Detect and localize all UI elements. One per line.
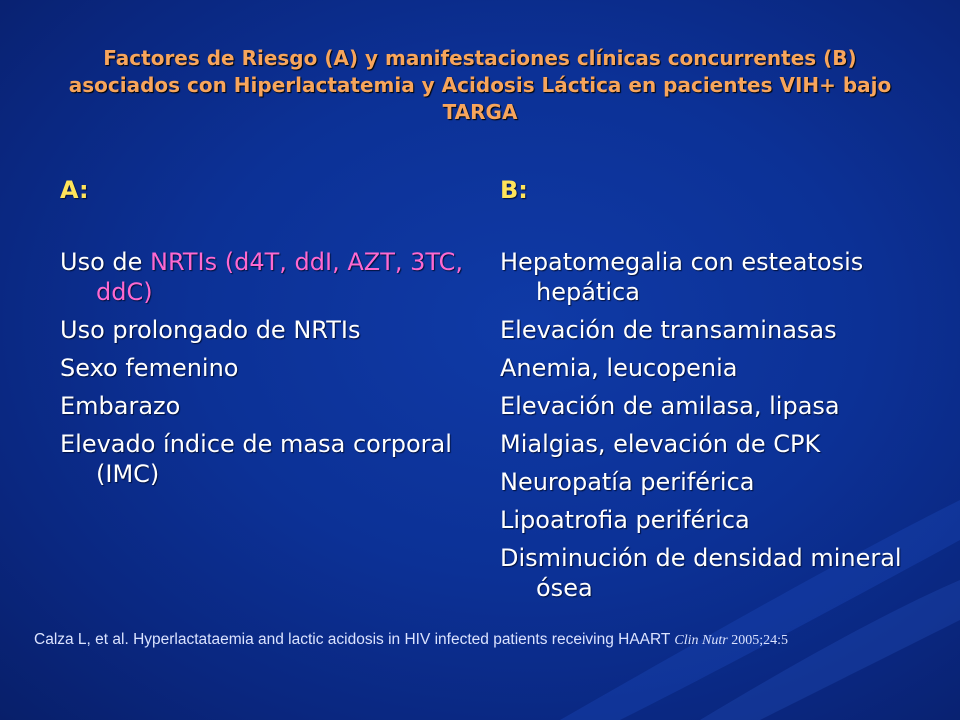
list-item: Anemia, leucopenia xyxy=(500,354,738,382)
list-item: Elevación de amilasa, lipasa xyxy=(500,392,840,420)
list-item: Lipoatrofia periférica xyxy=(500,506,750,534)
list-item xyxy=(60,247,480,307)
citation-text: Calza L, et al. Hyperlactataemia and lactic acidosis in HIV infected patients receiving HAART xyxy=(34,631,671,648)
column-clinical-manifestations xyxy=(500,175,920,611)
nrti-highlight: NRTIs (d4T, ddI, AZT, 3TC, ddC) xyxy=(96,248,464,306)
list-item: Elevación de transaminasas xyxy=(500,316,837,344)
citation-details: 2005;24:5 xyxy=(731,633,788,648)
list-item: Elevado índice de masa corporal (IMC) xyxy=(60,430,452,488)
list-item: Hepatomegalia con esteatosis hepática xyxy=(500,248,864,306)
list-item: Disminución de densidad mineral ósea xyxy=(500,544,902,602)
citation-journal: Clin Nutr xyxy=(674,633,728,648)
column-b-heading: B: xyxy=(500,176,528,204)
list-item: Embarazo xyxy=(60,392,181,420)
citation xyxy=(34,630,960,651)
list-item: Neuropatía periférica xyxy=(500,468,755,496)
list-item: Mialgias, elevación de CPK xyxy=(500,430,821,458)
slide-title: Factores de Riesgo (A) y manifestaciones clínicas concurrentes (B) asociados con Hiperlactatemia y Acidosis Láctica en pacientes VIH+ bajo TARGA xyxy=(68,46,892,124)
citation-reference xyxy=(674,633,788,648)
column-a-heading: A: xyxy=(60,176,89,204)
column-risk-factors xyxy=(60,175,480,497)
list-item: Uso prolongado de NRTIs xyxy=(60,316,361,344)
list-item: Sexo femenino xyxy=(60,354,239,382)
list-item-prefix: Uso de xyxy=(60,248,151,276)
